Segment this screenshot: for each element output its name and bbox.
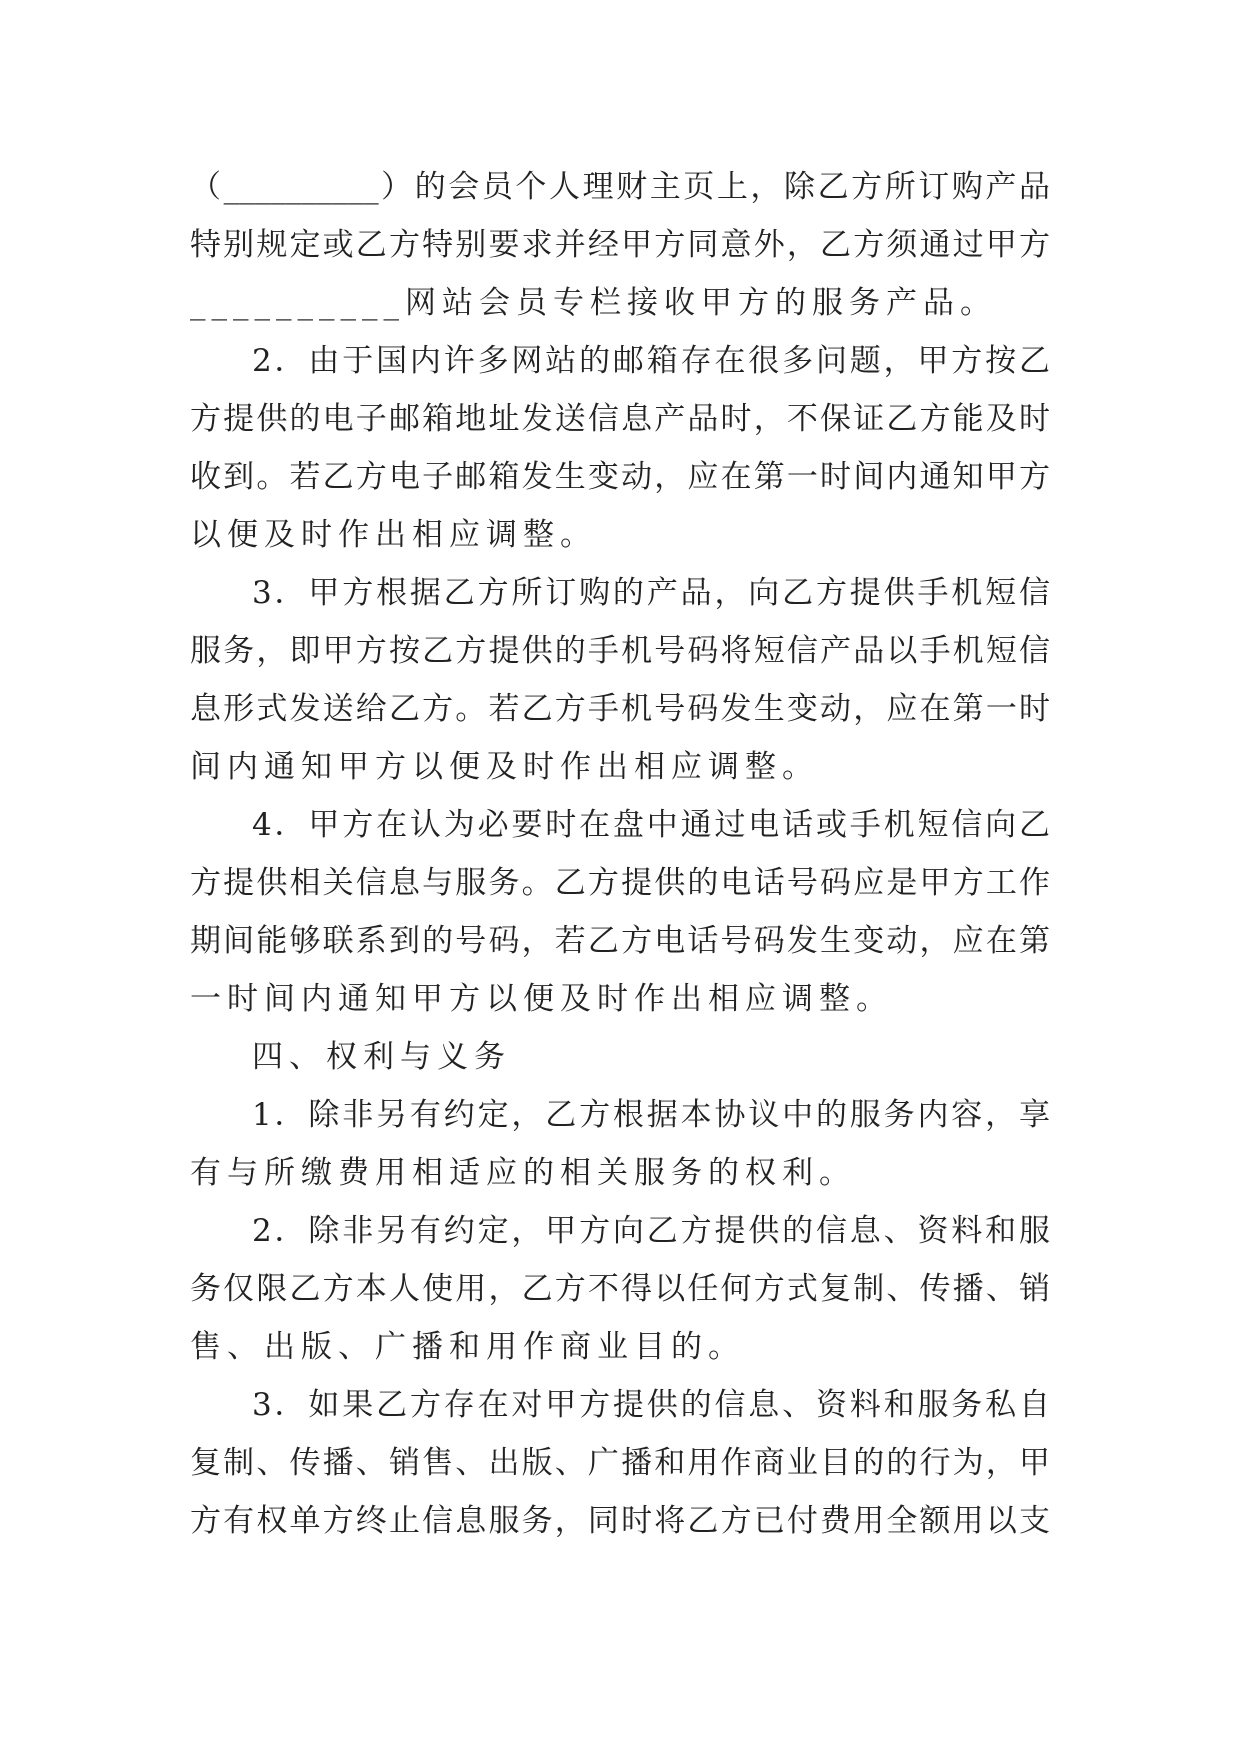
paragraph bbox=[190, 1086, 1050, 1202]
text-line: 期间能够联系到的号码，若乙方电话号码发生变动，应在第 bbox=[190, 923, 1050, 959]
text-line: 以便及时作出相应调整。 bbox=[190, 517, 597, 553]
text-line: 1．除非另有约定，乙方根据本协议中的服务内容，享 bbox=[252, 1097, 1050, 1133]
text-line: 2．由于国内许多网站的邮箱存在很多问题，甲方按乙 bbox=[252, 343, 1050, 379]
text-line: 3．甲方根据乙方所订购的产品，向乙方提供手机短信 bbox=[252, 575, 1050, 611]
text-line: 一时间内通知甲方以便及时作出相应调整。 bbox=[190, 981, 893, 1017]
text-line: __________网站会员专栏接收甲方的服务产品。 bbox=[190, 285, 997, 321]
paragraph bbox=[190, 564, 1050, 796]
text-line: 4．甲方在认为必要时在盘中通过电话或手机短信向乙 bbox=[252, 807, 1050, 843]
text-line: 间内通知甲方以便及时作出相应调整。 bbox=[190, 749, 819, 785]
text-line: 特别规定或乙方特别要求并经甲方同意外，乙方须通过甲方 bbox=[190, 227, 1050, 263]
text-line: 息形式发送给乙方。若乙方手机号码发生变动，应在第一时 bbox=[190, 691, 1050, 727]
text-line: 2．除非另有约定，甲方向乙方提供的信息、资料和服 bbox=[252, 1213, 1050, 1249]
text-line: 3．如果乙方存在对甲方提供的信息、资料和服务私自 bbox=[252, 1387, 1050, 1423]
text-line: 服务，即甲方按乙方提供的手机号码将短信产品以手机短信 bbox=[190, 633, 1050, 669]
text-line: 方提供相关信息与服务。乙方提供的电话号码应是甲方工作 bbox=[190, 865, 1050, 901]
paragraph bbox=[190, 332, 1050, 564]
text-line: 方提供的电子邮箱地址发送信息产品时，不保证乙方能及时 bbox=[190, 401, 1050, 437]
text-line: 复制、传播、销售、出版、广播和用作商业目的的行为，甲 bbox=[190, 1445, 1050, 1481]
text-line: 收到。若乙方电子邮箱发生变动，应在第一时间内通知甲方 bbox=[190, 459, 1050, 495]
text-line: （__________）的会员个人理财主页上，除乙方所订购产品 bbox=[190, 169, 1050, 205]
text-line: 方有权单方终止信息服务，同时将乙方已付费用全额用以支 bbox=[190, 1503, 1050, 1539]
paragraph bbox=[190, 1202, 1050, 1376]
heading-text: 四、权利与义务 bbox=[252, 1039, 511, 1075]
paragraph bbox=[190, 796, 1050, 1028]
section-heading bbox=[190, 1028, 1050, 1086]
paragraph bbox=[190, 1376, 1050, 1550]
text-line: 务仅限乙方本人使用，乙方不得以任何方式复制、传播、销 bbox=[190, 1271, 1050, 1307]
paragraph bbox=[190, 158, 1050, 332]
text-line: 有与所缴费用相适应的相关服务的权利。 bbox=[190, 1155, 856, 1191]
document-body bbox=[190, 158, 1050, 1550]
text-line: 售、出版、广播和用作商业目的。 bbox=[190, 1329, 745, 1365]
